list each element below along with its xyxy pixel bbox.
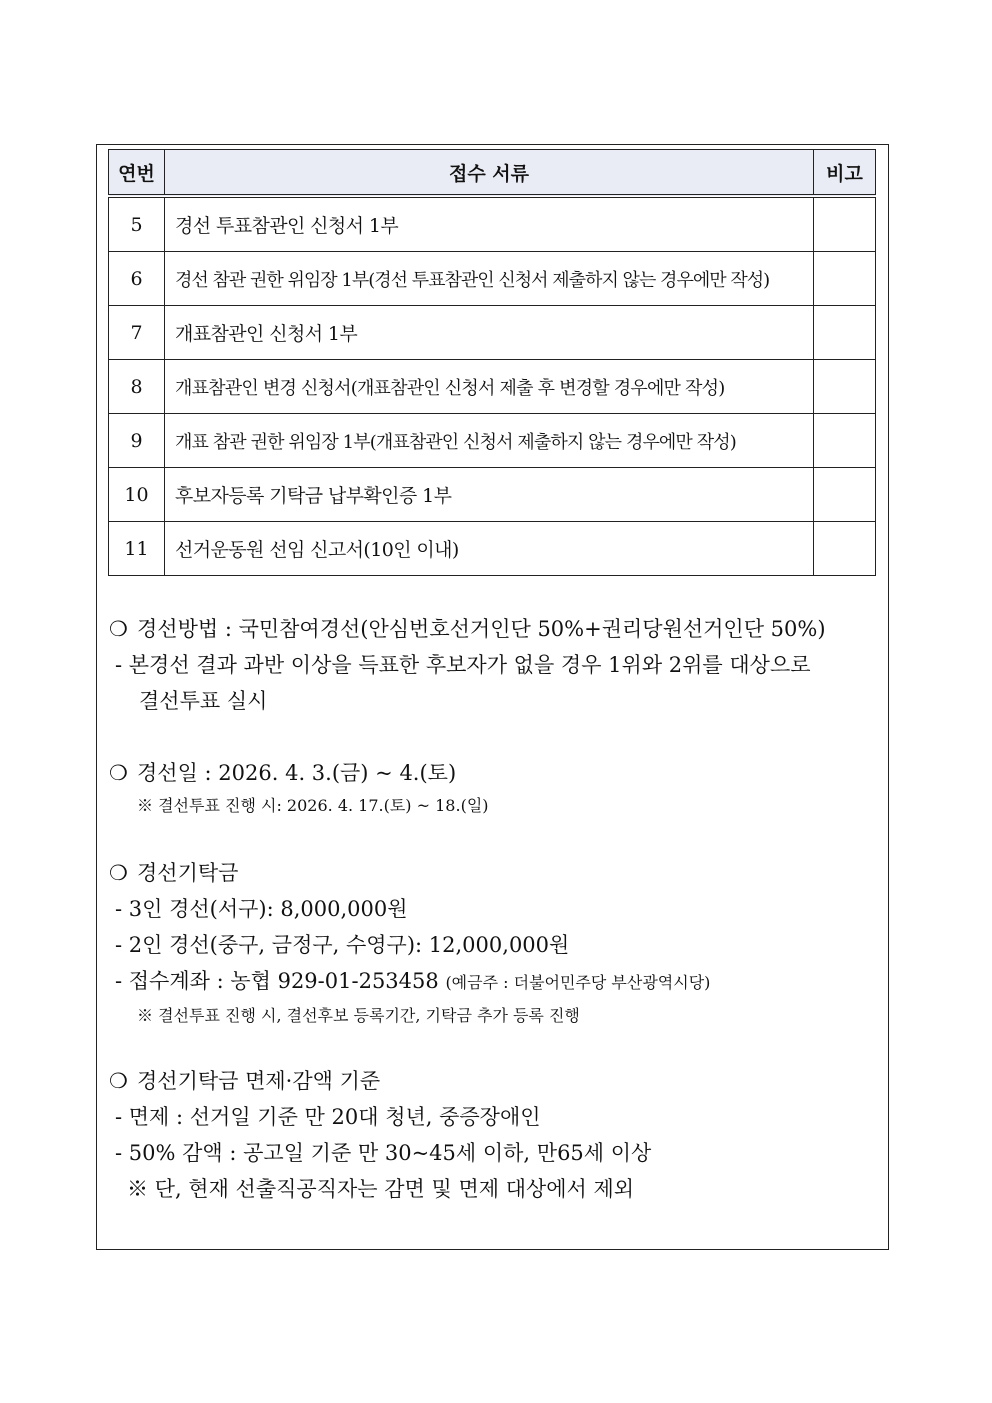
row-number: 10 bbox=[109, 468, 165, 522]
section-date bbox=[97, 755, 489, 821]
header-remarks: 비고 bbox=[814, 150, 876, 197]
row-remark bbox=[814, 196, 876, 252]
row-number: 11 bbox=[109, 522, 165, 576]
table-row bbox=[109, 252, 876, 306]
header-number: 연번 bbox=[109, 150, 165, 197]
date-title: 경선일 : 2026. 4. 3.(금) ~ 4.(토) bbox=[137, 761, 457, 785]
circle-bullet-icon: ❍ bbox=[109, 617, 128, 641]
row-document: 경선 참관 권한 위임장 1부(경선 투표참관인 신청서 제출하지 않는 경우에만 작성) bbox=[165, 252, 814, 306]
section-method bbox=[97, 611, 826, 719]
section-exemption bbox=[97, 1063, 651, 1207]
row-number: 6 bbox=[109, 252, 165, 306]
row-document: 개표 참관 권한 위임장 1부(개표참관인 신청서 제출하지 않는 경우에만 작성) bbox=[165, 414, 814, 468]
exemption-line: - 면제 : 선거일 기준 만 20대 청년, 중증장애인 bbox=[115, 1105, 541, 1129]
row-document: 선거운동원 선임 신고서(10인 이내) bbox=[165, 522, 814, 576]
date-note: ※ 결선투표 진행 시: 2026. 4. 17.(토) ~ 18.(일) bbox=[137, 796, 489, 815]
row-document: 경선 투표참관인 신청서 1부 bbox=[165, 196, 814, 252]
circle-bullet-icon: ❍ bbox=[109, 761, 128, 785]
row-document: 개표참관인 변경 신청서(개표참관인 신청서 제출 후 변경할 경우에만 작성) bbox=[165, 360, 814, 414]
deposit-note: ※ 결선투표 진행 시, 결선후보 등록기간, 기탁금 추가 등록 진행 bbox=[137, 1006, 580, 1025]
circle-bullet-icon: ❍ bbox=[109, 861, 128, 885]
row-number: 5 bbox=[109, 196, 165, 252]
row-remark bbox=[814, 468, 876, 522]
method-line: 결선투표 실시 bbox=[139, 689, 268, 713]
table-row bbox=[109, 306, 876, 360]
deposit-account-holder: (예금주 : 더불어민주당 부산광역시당) bbox=[445, 973, 711, 992]
header-documents: 접수 서류 bbox=[165, 150, 814, 197]
row-remark bbox=[814, 414, 876, 468]
method-title: 경선방법 : 국민참여경선(안심번호선거인단 50%+권리당원선거인단 50%) bbox=[137, 617, 826, 641]
deposit-title: 경선기탁금 bbox=[137, 861, 239, 885]
section-deposit bbox=[97, 855, 710, 1031]
table-row bbox=[109, 414, 876, 468]
document-frame bbox=[96, 144, 889, 1250]
row-document: 후보자등록 기탁금 납부확인증 1부 bbox=[165, 468, 814, 522]
row-number: 8 bbox=[109, 360, 165, 414]
exemption-title: 경선기탁금 면제·감액 기준 bbox=[137, 1069, 381, 1093]
exemption-note: ※ 단, 현재 선출직공직자는 감면 및 면제 대상에서 제외 bbox=[127, 1177, 635, 1201]
deposit-line: - 2인 경선(중구, 금정구, 수영구): 12,000,000원 bbox=[115, 933, 570, 957]
table-row bbox=[109, 360, 876, 414]
table-row bbox=[109, 468, 876, 522]
documents-table bbox=[108, 149, 876, 576]
row-remark bbox=[814, 306, 876, 360]
row-remark bbox=[814, 522, 876, 576]
row-document: 개표참관인 신청서 1부 bbox=[165, 306, 814, 360]
row-number: 7 bbox=[109, 306, 165, 360]
method-line: - 본경선 결과 과반 이상을 득표한 후보자가 없을 경우 1위와 2위를 대상으로 bbox=[115, 653, 811, 677]
table-row bbox=[109, 196, 876, 252]
table-header-row bbox=[109, 150, 876, 197]
exemption-line: - 50% 감액 : 공고일 기준 만 30~45세 이하, 만65세 이상 bbox=[115, 1141, 652, 1165]
row-number: 9 bbox=[109, 414, 165, 468]
circle-bullet-icon: ❍ bbox=[109, 1069, 128, 1093]
row-remark bbox=[814, 360, 876, 414]
table-row bbox=[109, 522, 876, 576]
deposit-account: - 접수계좌 : 농협 929-01-253458 bbox=[115, 969, 439, 993]
deposit-line: - 3인 경선(서구): 8,000,000원 bbox=[115, 897, 408, 921]
row-remark bbox=[814, 252, 876, 306]
